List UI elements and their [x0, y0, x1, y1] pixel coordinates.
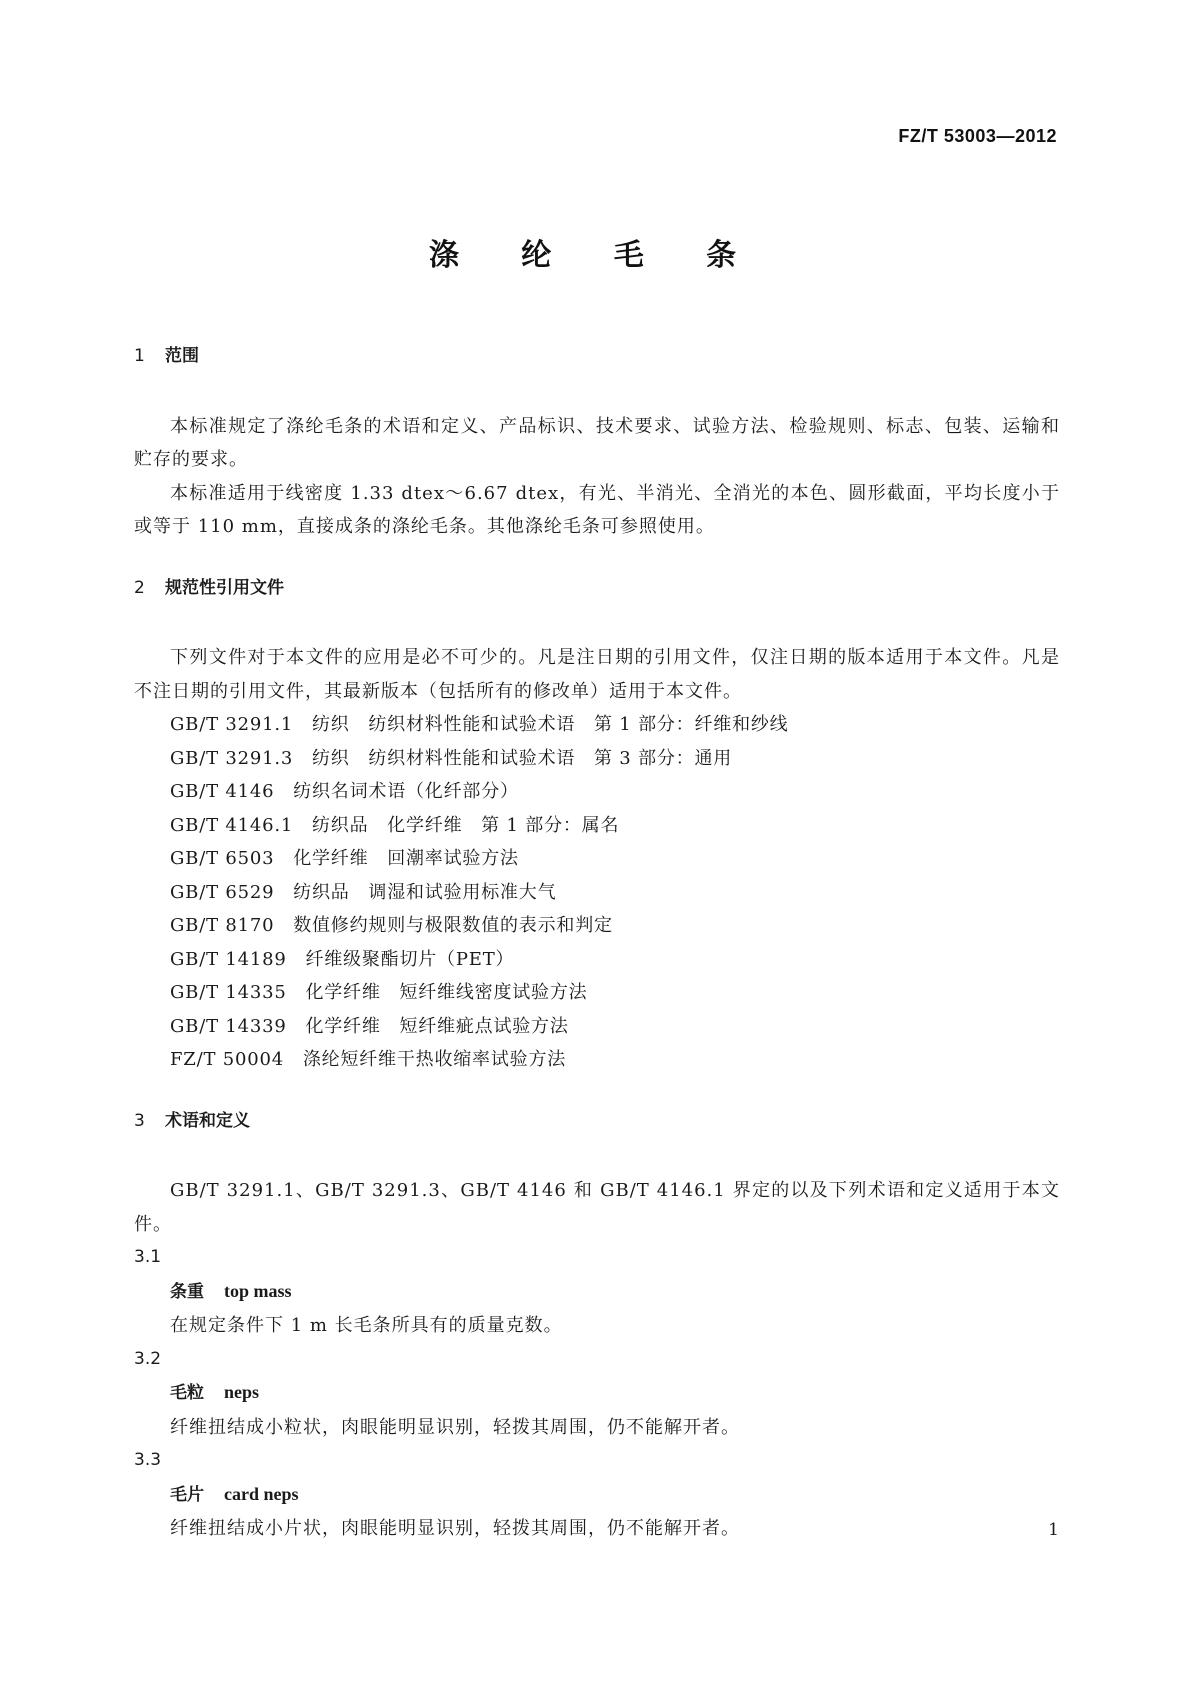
- reference-item: GB/T 3291.3 纺织 纺织材料性能和试验术语 第 3 部分：通用: [170, 747, 733, 769]
- scope-paragraph-2: 本标准适用于线密度 1.33 dtex～6.67 dtex，有光、半消光、全消光的本色、圆形截面，平均长度小于或等于 110 mm，直接成条的涤纶毛条。其他涤纶毛条可参照使用。: [134, 482, 1060, 537]
- section-3-heading: [134, 1105, 1060, 1139]
- section-number: 1: [134, 346, 145, 366]
- term-name: [134, 1275, 1060, 1310]
- term-number: 3.2: [134, 1348, 162, 1369]
- section-number: 2: [134, 577, 145, 598]
- term-definition: 在规定条件下 1 m 长毛条所具有的质量克数。: [170, 1315, 563, 1336]
- page-number: 1: [1048, 1520, 1059, 1540]
- references-intro: 下列文件对于本文件的应用是必不可少的。凡是注日期的引用文件，仅注日期的版本适用于本文件。凡是不注日期的引用文件，其最新版本（包括所有的修改单）适用于本文件。: [134, 647, 1060, 702]
- term-name-zh: 毛片: [170, 1484, 204, 1505]
- term-name: [134, 1376, 1060, 1411]
- reference-item: GB/T 8170 数值修约规则与极限数值的表示和判定: [170, 915, 613, 936]
- term-name: [134, 1478, 1060, 1513]
- section-1-heading: [134, 340, 1060, 374]
- section-title: 规范性引用文件: [165, 577, 284, 598]
- section-title: 范围: [165, 346, 199, 366]
- section-2-heading: [134, 572, 1060, 606]
- standard-number: FZ/T 53003—2012: [898, 126, 1057, 146]
- reference-item: GB/T 6503 化学纤维 回潮率试验方法: [170, 848, 519, 869]
- term-number: 3.1: [134, 1247, 162, 1267]
- reference-item: GB/T 6529 纺织品 调湿和试验用标准大气: [170, 881, 557, 903]
- term-definition: 纤维扭结成小片状，肉眼能明显识别，轻拨其周围，仍不能解开者。: [170, 1518, 740, 1539]
- reference-item: GB/T 14189 纤维级聚酯切片（PET）: [170, 948, 515, 970]
- document-body: [134, 340, 1060, 1546]
- term-definition: 纤维扭结成小粒状，肉眼能明显识别，轻拨其周围，仍不能解开者。: [170, 1416, 740, 1438]
- scope-paragraph-1: 本标准规定了涤纶毛条的术语和定义、产品标识、技术要求、试验方法、检验规则、标志、包装、运输和贮存的要求。: [134, 415, 1060, 470]
- term-name-en: top mass: [224, 1280, 292, 1301]
- term-number: 3.3: [134, 1450, 162, 1470]
- document-title: 涤 纶 毛 条: [428, 238, 763, 273]
- reference-item: GB/T 3291.1 纺织 纺织材料性能和试验术语 第 1 部分：纤维和纱线: [170, 714, 789, 735]
- term-name-en: neps: [224, 1382, 260, 1402]
- section-number: 3: [134, 1110, 145, 1131]
- reference-item: GB/T 4146.1 纺织品 化学纤维 第 1 部分：属名: [170, 814, 620, 836]
- reference-item: FZ/T 50004 涤纶短纤维干热收缩率试验方法: [170, 1049, 567, 1070]
- reference-item: GB/T 14339 化学纤维 短纤维疵点试验方法: [170, 1015, 569, 1037]
- terms-intro: GB/T 3291.1、GB/T 3291.3、GB/T 4146 和 GB/T 4146.1 界定的以及下列术语和定义适用于本文件。: [134, 1180, 1060, 1235]
- reference-item: GB/T 14335 化学纤维 短纤维线密度试验方法: [170, 982, 588, 1003]
- term-name-zh: 条重: [170, 1281, 204, 1302]
- section-title: 术语和定义: [165, 1110, 250, 1131]
- term-name-zh: 毛粒: [170, 1383, 204, 1403]
- term-name-en: card neps: [224, 1483, 299, 1504]
- reference-item: GB/T 4146 纺织名词术语（化纤部分）: [170, 781, 519, 802]
